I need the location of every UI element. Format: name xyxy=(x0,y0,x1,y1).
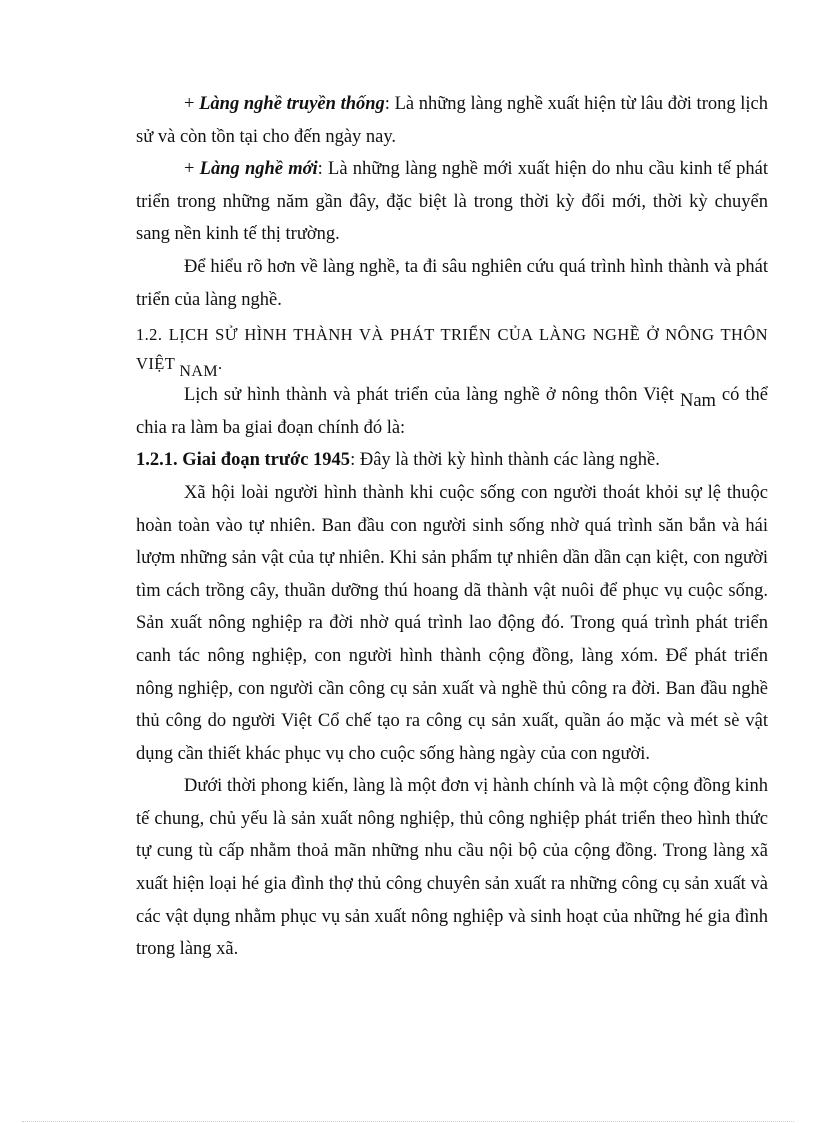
paragraph-prefix: + xyxy=(184,159,200,180)
subsection-heading-1-2-1 xyxy=(136,444,768,477)
subsection-title: 1.2.1. Giai đoạn trước 1945 xyxy=(136,450,351,471)
term-traditional-villages: Làng nghề truyền thống xyxy=(199,94,385,114)
heading-tail: . xyxy=(217,354,223,374)
paragraph-history-stages xyxy=(136,379,768,444)
paragraph-new-villages xyxy=(136,153,768,251)
heading-text: 1.2. LỊCH SỬ HÌNH THÀNH VÀ PHÁT TRIỂN CỦA LÀNG NGHỀ Ở NÔNG THÔN VIỆT xyxy=(136,325,768,374)
term-new-villages: Làng nghề mới xyxy=(199,159,318,180)
paragraph-text: : Là những làng nghề mới xuất hiện do nhu cầu kinh tế phát triển trong những năm gần đây, đặc biệt là trong thời kỳ đổi mới, thời kỳ chuyển sang nền kinh tế thị trường. xyxy=(136,159,768,245)
page-bottom-divider xyxy=(22,1121,794,1122)
paragraph-human-society: Xã hội loài người hình thành khi cuộc sống con người thoát khỏi sự lệ thuộc hoàn toàn vào tự nhiên. Ban đầu con người sinh sống nhờ quá trình săn bắn và hái lượm những sản vật của tự nhiên. Khi sản phẩm tự nhiên dần dần cạn kiệt, con người tìm cách trồng cây, thuần dưỡng thú hoang dã thành vật nuôi để phục vụ cuộc sống. Sản xuất nông nghiệp ra đời nhờ quá trình lao động đó. Trong quá trình phát triển canh tác nông nghiệp, con người hình thành cộng đồng, làng xóm. Để phát triển nông nghiệp, con người cần công cụ sản xuất và nghề thủ công ra đời. Ban đầu nghề thủ công do người Việt Cổ chế tạo ra công cụ sản xuất, quần áo mặc và mét sè vật dụng cần thiết khác phục vụ cho cuộc sống hàng ngày của con người. xyxy=(136,482,768,764)
paragraph-text: : Là những làng nghề xuất hiện từ lâu đời trong lịch sử và còn tồn tại cho đến ngày nay. xyxy=(136,94,769,147)
paragraph-prefix: + xyxy=(184,94,200,114)
document-body xyxy=(136,88,768,966)
heading-nam: NAM xyxy=(179,363,218,381)
subsection-text: : Đây là thời kỳ hình thành các làng nghề. xyxy=(350,450,660,471)
paragraph-traditional-villages xyxy=(136,88,768,153)
section-heading-1-2 xyxy=(136,316,768,379)
paragraph-text: Lịch sử hình thành và phát triển của làng nghề ở nông thôn Việt xyxy=(184,385,680,406)
paragraph-text: có thể chia ra làm ba giai đoạn chính đó là: xyxy=(136,385,768,438)
paragraph-intro-study: Để hiểu rõ hơn về làng nghề, ta đi sâu nghiên cứu quá trình hình thành và phát triển của làng nghề. xyxy=(136,256,768,310)
word-nam: Nam xyxy=(679,391,716,412)
paragraph-feudal-period: Dưới thời phong kiến, làng là một đơn vị hành chính và là một cộng đồng kinh tế chung, chủ yếu là sản xuất nông nghiệp, thủ công nghiệp phát triển theo hình thức tự cung tù cấp nhằm thoả mãn những nhu cầu nội bộ của cộng đồng. Trong làng xã xuất hiện loại hé gia đình thợ thủ công chuyên sản xuất ra những công cụ sản xuất và các vật dụng nhằm phục vụ sản xuất nông nghiệp và sinh hoạt của những hé gia đình trong làng xã. xyxy=(136,776,768,960)
